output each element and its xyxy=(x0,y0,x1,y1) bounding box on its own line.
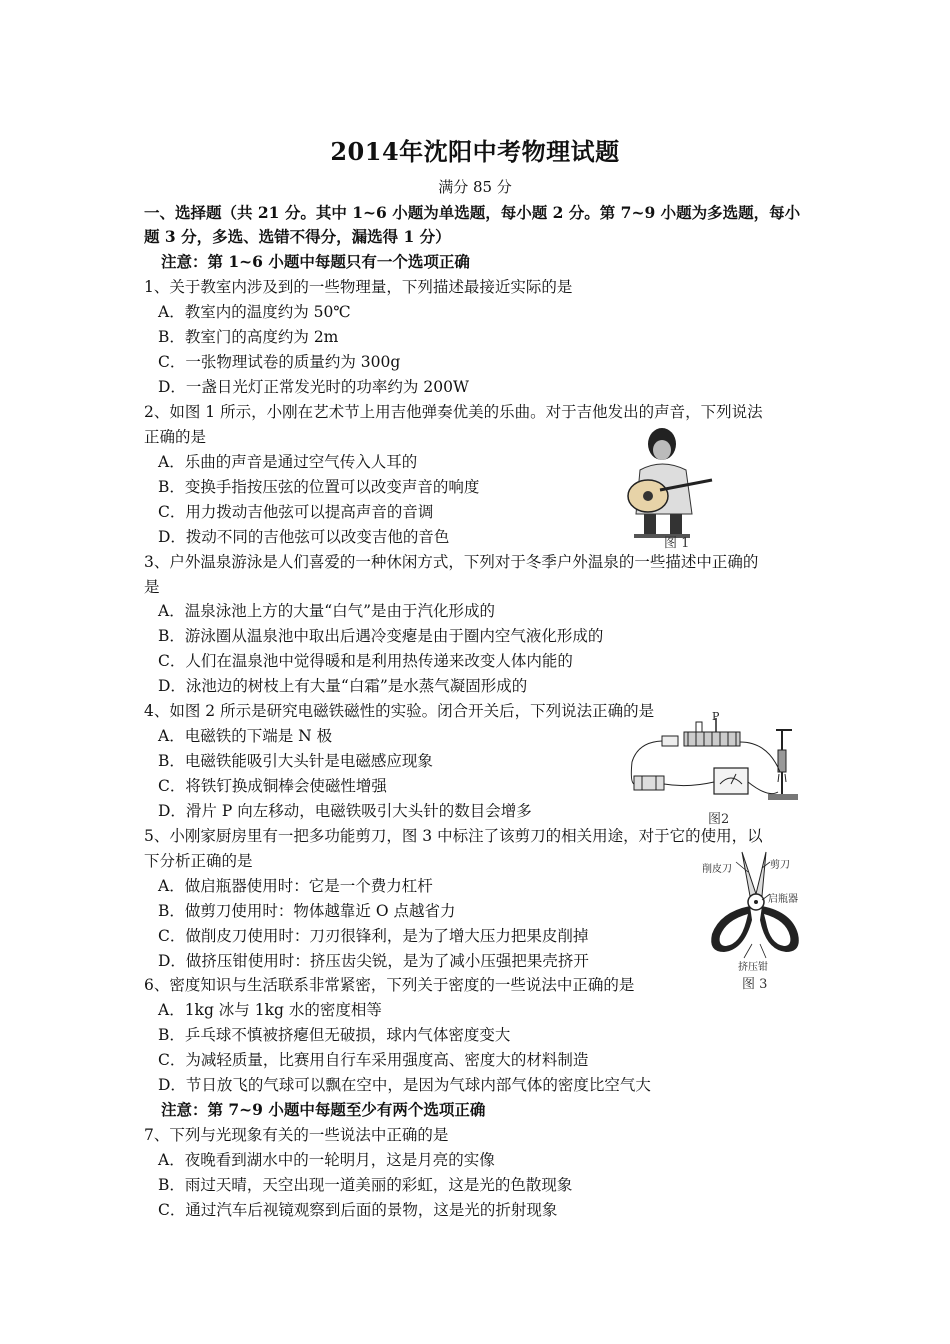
question-1-option-a: A．教室内的温度约为 50℃ xyxy=(158,303,351,321)
question-5-stem: 5、小刚家厨房里有一把多功能剪刀，图 3 中标注了该剪刀的相关用途，对于它的使用，以 xyxy=(144,827,763,845)
figure-3-label-cracker: 挤压钳 xyxy=(738,962,768,973)
figure-1-caption: 图 1 xyxy=(664,536,690,551)
question-3-option-c: C．人们在温泉池中觉得暖和是利用热传递来改变人体内能的 xyxy=(158,652,573,670)
question-5-option-c: C．做削皮刀使用时：刀刃很锋利，是为了增大压力把果皮削掉 xyxy=(158,927,589,945)
question-2-option-c: C．用力拨动吉他弦可以提高声音的音调 xyxy=(158,503,434,521)
figure-2-electromagnet-circuit xyxy=(628,712,812,806)
question-2-stem: 2、如图 1 所示，小刚在艺术节上用吉他弹奏优美的乐曲。对于吉他发出的声音，下列说法 xyxy=(144,403,763,421)
question-7-option-a: A．夜晚看到湖水中的一轮明月，这是月亮的实像 xyxy=(158,1151,495,1169)
question-4-option-a: A．电磁铁的下端是 N 极 xyxy=(158,727,333,745)
question-2-option-d: D．拨动不同的吉他弦可以改变吉他的音色 xyxy=(158,528,450,546)
section-note-multiple: 注意：第 7~9 小题中每题至少有两个选项正确 xyxy=(161,1100,486,1119)
question-7-option-b: B．雨过天晴，天空出现一道美丽的彩虹，这是光的色散现象 xyxy=(158,1176,573,1194)
question-3-stem: 3、户外温泉游泳是人们喜爱的一种休闲方式，下列对于冬季户外温泉的一些描述中正确的 xyxy=(144,553,759,571)
question-3-option-b: B．游泳圈从温泉池中取出后遇冷变瘪是由于圈内空气液化形成的 xyxy=(158,627,604,645)
question-5-option-b: B．做剪刀使用时：物体越靠近 O 点越省力 xyxy=(158,902,456,920)
question-6-option-b: B．乒乓球不慎被挤瘪但无破损，球内气体密度变大 xyxy=(158,1026,511,1044)
question-6-stem: 6、密度知识与生活联系非常紧密，下列关于密度的一些说法中正确的是 xyxy=(144,976,635,994)
section-note-single: 注意：第 1~6 小题中每题只有一个选项正确 xyxy=(161,252,470,271)
question-5-stem-cont: 下分析正确的是 xyxy=(144,852,253,870)
question-6-option-a: A．1kg 冰与 1kg 水的密度相等 xyxy=(158,1001,382,1019)
figure-2-caption: 图2 xyxy=(708,812,730,827)
question-5-option-a: A．做启瓶器使用时：它是一个费力杠杆 xyxy=(158,877,433,895)
page-subtitle: 满分 85 分 xyxy=(438,178,512,196)
section-heading-cont: 题 3 分，多选、选错不得分，漏选得 1 分） xyxy=(144,227,451,246)
figure-3-label-opener: 启瓶器 xyxy=(768,894,798,905)
question-2-option-a: A．乐曲的声音是通过空气传入人耳的 xyxy=(158,453,418,471)
question-4-option-d: D．滑片 P 向左移动，电磁铁吸引大头针的数目会增多 xyxy=(158,802,532,820)
question-2-option-b: B．变换手指按压弦的位置可以改变声音的响度 xyxy=(158,478,480,496)
question-1-option-d: D．一盏日光灯正常发光时的功率约为 200W xyxy=(158,378,469,396)
figure-3-label-scissors: 剪刀 xyxy=(770,860,790,871)
section-heading: 一、选择题（共 21 分。其中 1~6 小题为单选题，每小题 2 分。第 7~9 小题为多选题，每小 xyxy=(144,203,801,222)
question-7-stem: 7、下列与光现象有关的一些说法中正确的是 xyxy=(144,1126,449,1144)
question-1-stem: 1、关于教室内涉及到的一些物理量，下列描述最接近实际的是 xyxy=(144,278,573,296)
question-6-option-c: C．为减轻质量，比赛用自行车采用强度高、密度大的材料制造 xyxy=(158,1051,589,1069)
question-1-option-c: C．一张物理试卷的质量约为 300g xyxy=(158,353,401,371)
figure-2-label-p: P xyxy=(712,710,720,723)
question-4-option-c: C．将铁钉换成铜棒会使磁性增强 xyxy=(158,777,387,795)
figure-3-caption: 图 3 xyxy=(742,977,768,992)
question-5-option-d: D．做挤压钳使用时：挤压齿尖锐，是为了减小压强把果壳挤开 xyxy=(158,952,589,970)
question-6-option-d: D．节日放飞的气球可以飘在空中，是因为气球内部气体的密度比空气大 xyxy=(158,1076,651,1094)
question-3-option-a: A．温泉泳池上方的大量“白气”是由于汽化形成的 xyxy=(158,602,496,620)
figure-1-guitarist xyxy=(600,422,720,540)
figure-3-label-peeler: 削皮刀 xyxy=(702,864,732,875)
question-2-stem-cont: 正确的是 xyxy=(144,428,207,446)
question-3-option-d: D．泳池边的树枝上有大量“白霜”是水蒸气凝固形成的 xyxy=(158,677,528,695)
question-7-option-c: C．通过汽车后视镜观察到后面的景物，这是光的折射现象 xyxy=(158,1201,558,1219)
question-4-option-b: B．电磁铁能吸引大头针是电磁感应现象 xyxy=(158,752,433,770)
question-3-stem-cont: 是 xyxy=(144,578,160,596)
page-title: 2014年沈阳中考物理试题 xyxy=(330,137,620,166)
question-1-option-b: B．教室门的高度约为 2m xyxy=(158,328,339,346)
question-4-stem: 4、如图 2 所示是研究电磁铁磁性的实验。闭合开关后，下列说法正确的是 xyxy=(144,702,655,720)
